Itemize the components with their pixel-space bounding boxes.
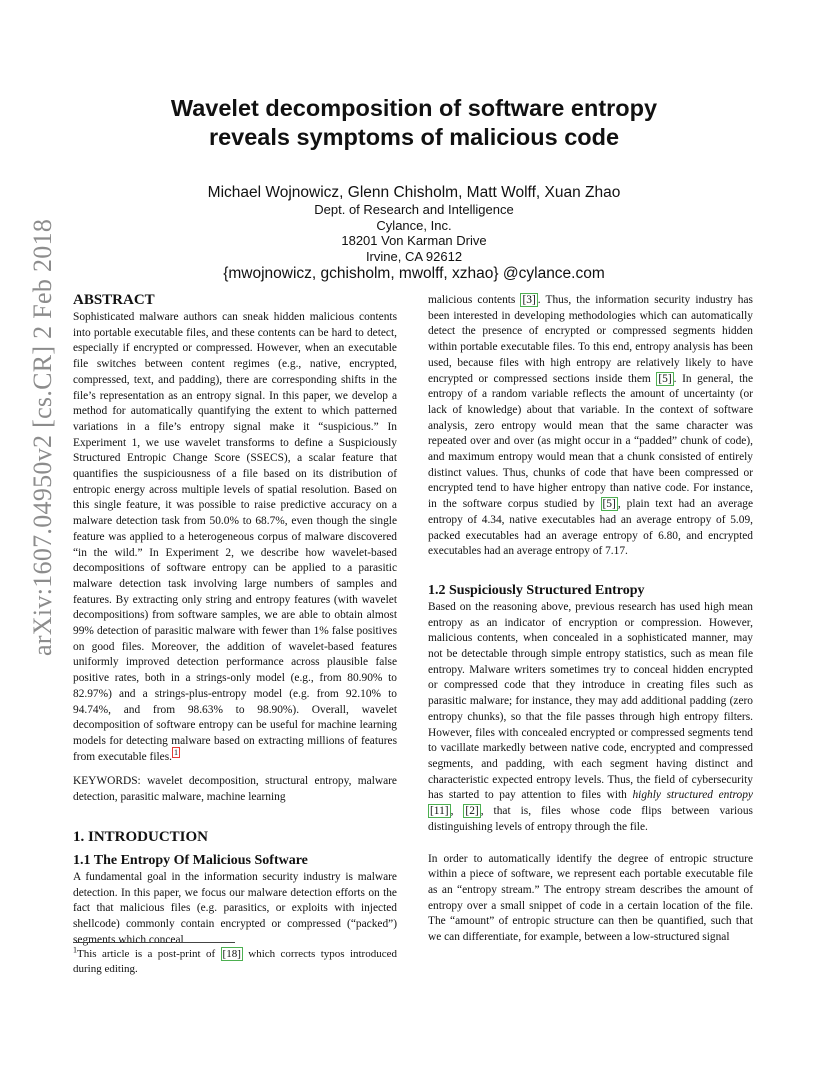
subsection-1-2-heading: 1.2 Suspiciously Structured Entropy	[428, 582, 645, 598]
author-emails: {mwojnowicz, gchisholm, mwolff, xzhao} @cylance.com	[223, 265, 605, 282]
arxiv-stamp: arXiv:1607.04950v2 [cs.CR] 2 Feb 2018	[28, 218, 57, 656]
abstract-heading: ABSTRACT	[73, 292, 155, 308]
title-line-2: reveals symptoms of malicious code	[208, 124, 620, 150]
citation-link[interactable]: [5]	[602, 498, 616, 511]
citation-link[interactable]: [18]	[222, 948, 241, 960]
affiliation-line-3: 18201 Von Karman Drive	[341, 233, 487, 248]
introduction-heading: 1. INTRODUCTION	[73, 828, 209, 845]
intro-paragraph: A fundamental goal in the information security industry is malware detection. In this paper, we focus our malware detection efforts on the fact that malicious files (e.g. parasitics, or exploits with injected shellcode) commonly contain encrypted or compressed (“packed”) segments which conceal	[73, 870, 397, 946]
affiliation-line-4: Irvine, CA 92612	[365, 248, 463, 264]
title-line-1: Wavelet decomposition of software entropy	[170, 95, 658, 121]
emphasis: highly structured entropy	[632, 789, 753, 802]
entropy-paragraph: malicious contents [3] . Thus, the information security industry has been interested in developing methodologies which can automatically detect the presence of encrypted or compressed segments hidden within portable executable files. To this end, entropy analysis has been used, because files with high entropy are relatively likely to have encrypted or compressed sections inside them [5] . In general, the entropy of a random variable reflects the amount of uncertainty (or lack of knowledge) about that variable. In the context of software analysis, zero entropy would mean that the same character was repeated over and over (as might occur in a “padded” chunk of code), and maximum entropy would mean that a chunk consisted of entirely distinct values. Thus, chunks of code that have been compressed or encrypted tend to have higher entropy than native code. For instance, in the software corpus studied by [5] , plain text had an average entropy of 4.34, native executables had an average entropy of 5.09, packed executables had an average entropy of 6.80, and encrypted executables had an average entropy of 7.17.	[428, 294, 753, 558]
citation-link[interactable]: [5]	[658, 372, 672, 385]
entropy-stream-paragraph: In order to automatically identify the degree of entropic structure within a piece of software, we represent each portable executable file as an “entropy stream.” The entropy stream describes the amount of entropy over a small snippet of code in a certain location of the file. The “amount” of entropic structure can then be quantified, such that we can differentiate, for example, between a low-structured signal	[428, 852, 753, 944]
citation-link[interactable]: [3]	[522, 294, 536, 306]
footnote-rule	[73, 942, 235, 943]
keywords: KEYWORDS: wavelet decomposition, structural entropy, malware detection, parasitic malware, machine learning	[73, 775, 397, 804]
affiliation-line-1: Dept. of Research and Intelligence	[314, 202, 514, 217]
left-column	[73, 291, 397, 948]
structured-entropy-paragraph: Based on the reasoning above, previous research has used high mean entropy as an indicator of encryption or compression. However, malicious contents, when concealed in a sophisticated manner, may not be detectable through simple entropy statistics, such as mean file entropy. Malware writers sometimes try to conceal hidden encrypted or compressed code that they introduce in creating files such as parasitic malware; for instance, they may add additional padding (zero entropy chunks), so that the file passes through high entropy filters. However, files with concealed encrypted or compressed segments tend to vacillate markedly between native code, encrypted and compressed segments, and padding, with each segment having distinct and characteristic expected entropy levels. Thus, the field of cybersecurity has started to pay attention to files with highly structured entropy [11] , [2] , that is, files whose code flips between various distinguishing levels of entropy through the file.	[428, 600, 753, 833]
subsection-1-1-heading: 1.1 The Entropy Of Malicious Software	[73, 852, 308, 868]
right-column	[428, 293, 753, 946]
abstract-text	[73, 310, 397, 765]
footnote: $^1$This article is a post-print of [18] which corrects typos introduced during editing.	[73, 945, 397, 975]
footnote-mark: 1	[73, 945, 77, 955]
citation-link[interactable]: [2]	[465, 805, 479, 818]
paper-title	[0, 94, 828, 152]
abstract-body: Sophisticated malware authors can sneak hidden malicious contents into portable executable files, and these contents can be hard to detect, especially if encrypted or compressed. However, when an executable file switches between content regimes (e.g., native, encrypted, compressed, text, and padding), there are corresponding shifts in the file’s representation as an entropy signal. In this paper, we develop a method for automatically quantifying the extent to which patterned variations in a file’s entropy signal make it “suspicious.” In Experiment 1, we use wavelet transforms to define a Suspiciously Structured Entropic Change Score (SSECS), a scalar feature that quantifies the suspiciousness of a file based on its distribution of entropic energy across multiple levels of spatial resolution. Based on this single feature, it was possible to raise predictive accuracy on a malware detection task from 50.0% to 68.7%, even though the single feature was applied to a heterogeneous corpus of malware discovered “in the wild.” In Experiment 2, we describe how wavelet-based decompositions of software entropy can be applied to a parasitic malware detection task involving large numbers of samples and features. By extracting only string and entropy features (with wavelet decompositions) from software samples, we are able to obtain almost 99% detection of parasitic malware with fewer than 1% false positives on good files. Moreover, the addition of wavelet-based features uniformly improved detection performance across plausible false positive rates, both in a strings-only model (e.g., from 80.90% to 82.97%) and a strings-plus-entropy model (e.g. from 92.10% to 94.74%, and from 98.63% to 98.90%). Overall, wavelet decomposition of software entropy can be useful for machine learning models for detecting malware based on extracting millions of features from executable files.	[73, 311, 397, 763]
author-names: Michael Wojnowicz, Glenn Chisholm, Matt Wolff, Xuan Zhao	[207, 184, 621, 201]
affiliation-line-2: Cylance, Inc.	[376, 217, 452, 233]
citation-link[interactable]: [11]	[430, 805, 449, 818]
footnote-link[interactable]: 1	[174, 747, 178, 757]
author-block	[0, 183, 828, 283]
